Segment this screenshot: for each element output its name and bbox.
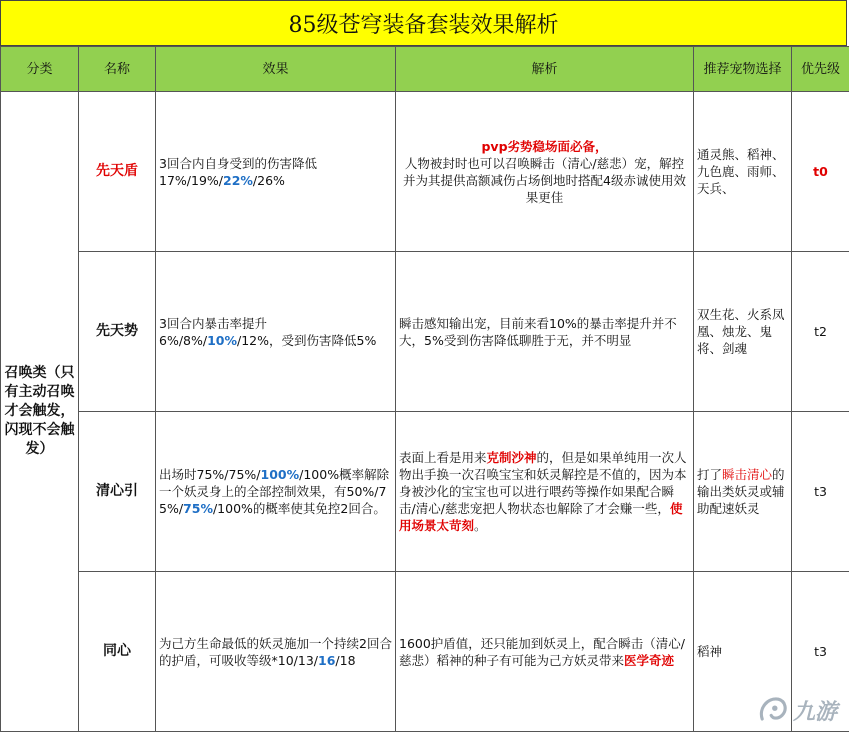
nine-game-logo-icon bbox=[755, 692, 791, 728]
pets-text: 的输出类妖灵或辅助配速妖灵 bbox=[697, 467, 785, 516]
header-row bbox=[1, 47, 849, 92]
analysis-cell bbox=[396, 412, 694, 572]
effect-value: 6%/8%/ bbox=[159, 332, 208, 348]
analysis-text: 的，但是如果单纯用一次人物出手换一次召唤宝宝和妖灵解控是不值的，因为本身被沙化的宝宝也可以进行喂药等操作如果配合瞬击/清心/慈悲宠把人物状态也解除了才会赚一些， bbox=[399, 450, 687, 516]
item-name: 同心 bbox=[79, 572, 156, 732]
pets-cell: 通灵熊、稻神、九色鹿、雨师、天兵、 bbox=[694, 92, 792, 252]
effect-value: /12%，受到伤害降低5% bbox=[237, 332, 377, 348]
equipment-table bbox=[0, 46, 849, 732]
header-analysis: 解析 bbox=[396, 47, 694, 92]
effect-text: 3回合内暴击率提升 bbox=[159, 315, 267, 331]
priority-cell: t0 bbox=[792, 92, 849, 252]
effect-highlight: 100% bbox=[260, 467, 300, 482]
pets-cell bbox=[694, 412, 792, 572]
header-priority: 优先级 bbox=[792, 47, 849, 92]
effect-highlight: 75% bbox=[183, 501, 213, 516]
table-row bbox=[1, 252, 849, 412]
effect-value: /100%概率解除一个妖灵身上的全部控制效果，有50%/75%/ bbox=[159, 467, 390, 516]
table-row bbox=[1, 92, 849, 252]
effect-value: 出场时75%/75%/ bbox=[159, 467, 261, 482]
watermark-text: 九游 bbox=[793, 699, 838, 725]
item-name: 清心引 bbox=[79, 412, 156, 572]
analysis-text: 1600护盾值，还只能加到妖灵上，配合瞬击（清心/慈悲）稻神的种子有可能为己方妖灵带来 bbox=[399, 635, 686, 668]
effect-values bbox=[159, 172, 392, 189]
page-title: 85级苍穹装备套装效果解析 bbox=[0, 0, 847, 46]
effect-highlight: 16 bbox=[318, 652, 336, 668]
priority-cell: t3 bbox=[792, 572, 849, 732]
effect-value: 为己方生命最低的妖灵施加一个持续2回合的护盾，可吸收等级*10/13/ bbox=[159, 635, 392, 668]
header-pets: 推荐宠物选择 bbox=[694, 47, 792, 92]
header-name: 名称 bbox=[79, 47, 156, 92]
priority-cell: t2 bbox=[792, 252, 849, 412]
analysis-highlight: 使用场景太苛刻 bbox=[399, 501, 683, 533]
analysis-highlight: 克制沙神 bbox=[486, 450, 537, 465]
header-category: 分类 bbox=[1, 47, 79, 92]
header-effect: 效果 bbox=[156, 47, 396, 92]
table-row bbox=[1, 572, 849, 732]
effect-cell bbox=[156, 572, 396, 732]
item-name: 先天势 bbox=[79, 252, 156, 412]
analysis-cell: 瞬击感知输出宠，目前来看10%的暴击率提升并不大，5%受到伤害降低聊胜于无，并不明显 bbox=[396, 252, 694, 412]
effect-highlight: 22% bbox=[223, 172, 253, 188]
priority-cell: t3 bbox=[792, 412, 849, 572]
table-row bbox=[1, 412, 849, 572]
analysis-cell bbox=[396, 572, 694, 732]
pets-cell: 双生花、火系凤凰、烛龙、鬼将、剑魂 bbox=[694, 252, 792, 412]
pets-highlight: 瞬击清心 bbox=[722, 467, 773, 482]
effect-highlight: 10% bbox=[207, 332, 238, 348]
analysis-highlight: pvp劣势稳场面必备， bbox=[481, 138, 608, 154]
effect-cell bbox=[156, 412, 396, 572]
analysis-cell bbox=[396, 92, 694, 252]
analysis-text: 。 bbox=[474, 518, 487, 533]
effect-cell bbox=[156, 92, 396, 252]
watermark bbox=[755, 688, 845, 732]
effect-cell bbox=[156, 252, 396, 412]
category-cell: 召唤类（只有主动召唤才会触发，闪现不会触发） bbox=[1, 92, 79, 732]
analysis-text: 表面上看是用来 bbox=[399, 450, 487, 465]
effect-values bbox=[159, 332, 392, 349]
analysis-text: 人物被封时也可以召唤瞬击（清心/慈悲）宠，解控并为其提供高额减伤占场倒地时搭配4级赤诚使用效果更佳 bbox=[403, 155, 686, 205]
effect-value: /100%的概率使其免控2回合。 bbox=[212, 501, 386, 516]
effect-value: /18 bbox=[335, 652, 356, 668]
item-name: 先天盾 bbox=[79, 92, 156, 252]
effect-text: 3回合内自身受到的伤害降低 bbox=[159, 155, 317, 171]
effect-value: 17%/19%/ bbox=[159, 172, 223, 188]
pets-text: 打了 bbox=[697, 467, 723, 482]
pets-cell: 稻神 bbox=[694, 572, 792, 732]
effect-value: /26% bbox=[252, 172, 285, 188]
analysis-highlight: 医学奇迹 bbox=[624, 652, 675, 668]
